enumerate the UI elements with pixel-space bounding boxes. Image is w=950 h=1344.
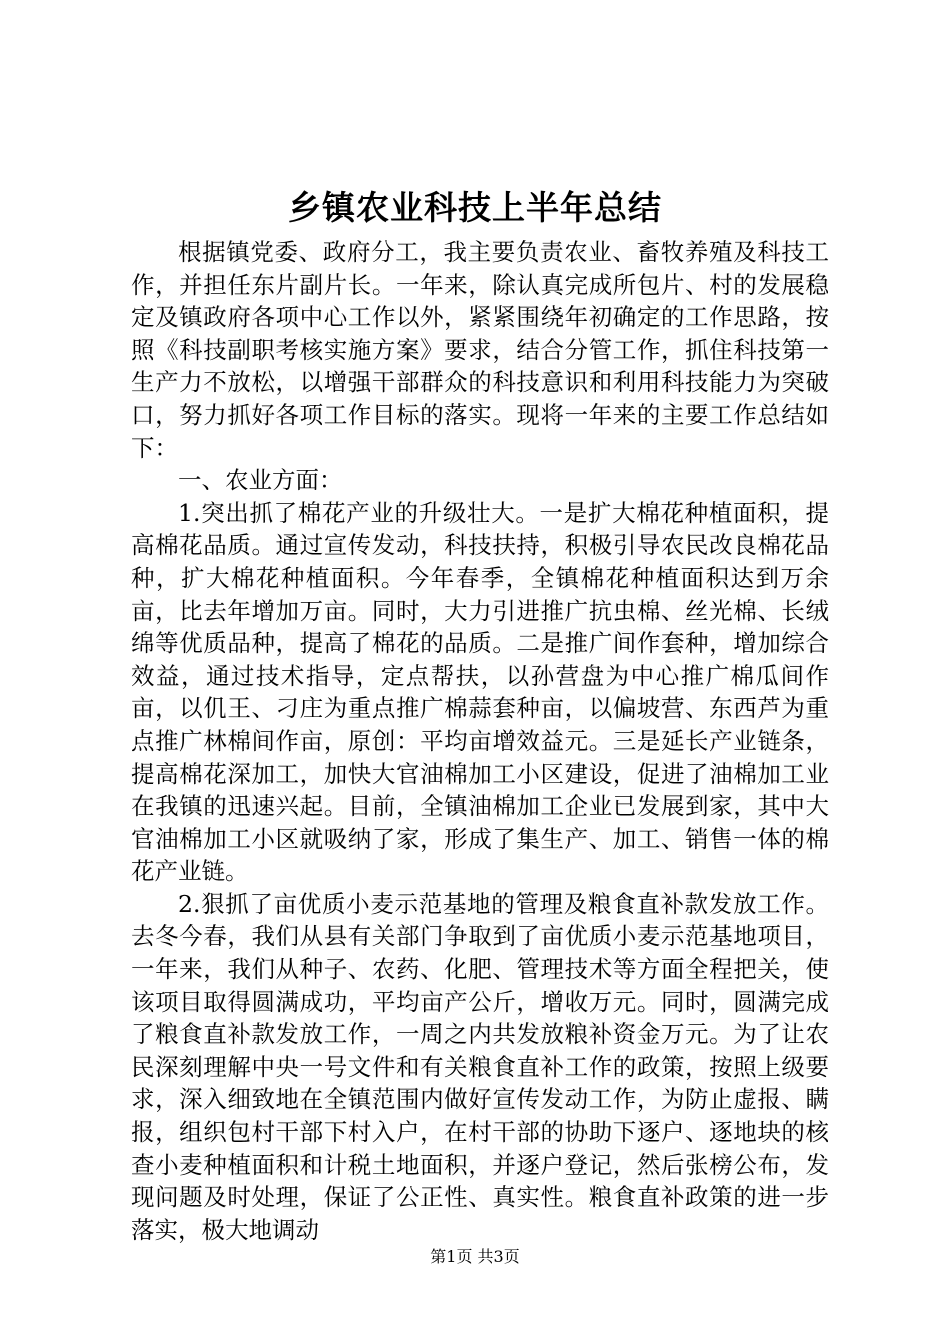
page-footer: 第1页 共3页 xyxy=(430,1247,520,1266)
intro-paragraph: 根据镇党委、政府分工，我主要负责农业、畜牧养殖及科技工作，并担任东片副片长。一年来，除认真完成所包片、村的发展稳定及镇政府各项中心工作以外，紧紧围绕年初确定的工作思路，按照《科技副职考核实施方案》要求，结合分管工作，抓住科技第一生产力不放松，以增强干部群众的科技意识和利用科技能力为突破口，努力抓好各项工作目标的落实。现将一年来的主要工作总结如下： xyxy=(131,238,829,462)
section-heading-agriculture: 一、农业方面： xyxy=(178,466,343,495)
document-title: 乡镇农业科技上半年总结 xyxy=(288,188,662,227)
document-body xyxy=(131,236,829,1246)
wheat-base-paragraph: 2.狠抓了亩优质小麦示范基地的管理及粮食直补款发放工作。去冬今春，我们从县有关部门争取到了亩优质小麦示范基地项目，一年来，我们从种子、农药、化肥、管理技术等方面全程把关，使该项目取得圆满成功，平均亩产公斤，增收万元。同时，圆满完成了粮食直补款发放工作，一周之内共发放粮补资金万元。为了让农民深刻理解中央一号文件和有关粮食直补工作的政策，按照上级要求，深入细致地在全镇范围内做好宣传发动工作，为防止虚报、瞒报，组织包村干部下村入户，在村干部的协助下逐户、逐地块的核查小麦种植面积和计税土地面积，并逐户登记，然后张榜公布，发现问题及时处理，保证了公正性、真实性。粮食直补政策的进一步落实，极大地调动 xyxy=(131,889,829,1244)
cotton-industry-paragraph: 1.突出抓了棉花产业的升级壮大。一是扩大棉花种植面积，提高棉花品质。通过宣传发动，科技扶持，积极引导农民改良棉花品种，扩大棉花种植面积。今年春季，全镇棉花种植面积达到万余亩，比去年增加万亩。同时，大力引进推广抗虫棉、丝光棉、长绒绵等优质品种，提高了棉花的品质。二是推广间作套种，增加综合效益，通过技术指导，定点帮扶，以孙营盘为中心推广棉瓜间作亩，以仉王、刁庄为重点推广棉蒜套种亩，以偏坡营、东西芦为重点推广林棉间作亩，原创：平均亩增效益元。三是延长产业链条，提高棉花深加工，加快大官油棉加工小区建设，促进了油棉加工业在我镇的迅速兴起。目前，全镇油棉加工企业已发展到家，其中大官油棉加工小区就吸纳了家，形成了集生产、加工、销售一体的棉花产业链。 xyxy=(131,498,829,886)
